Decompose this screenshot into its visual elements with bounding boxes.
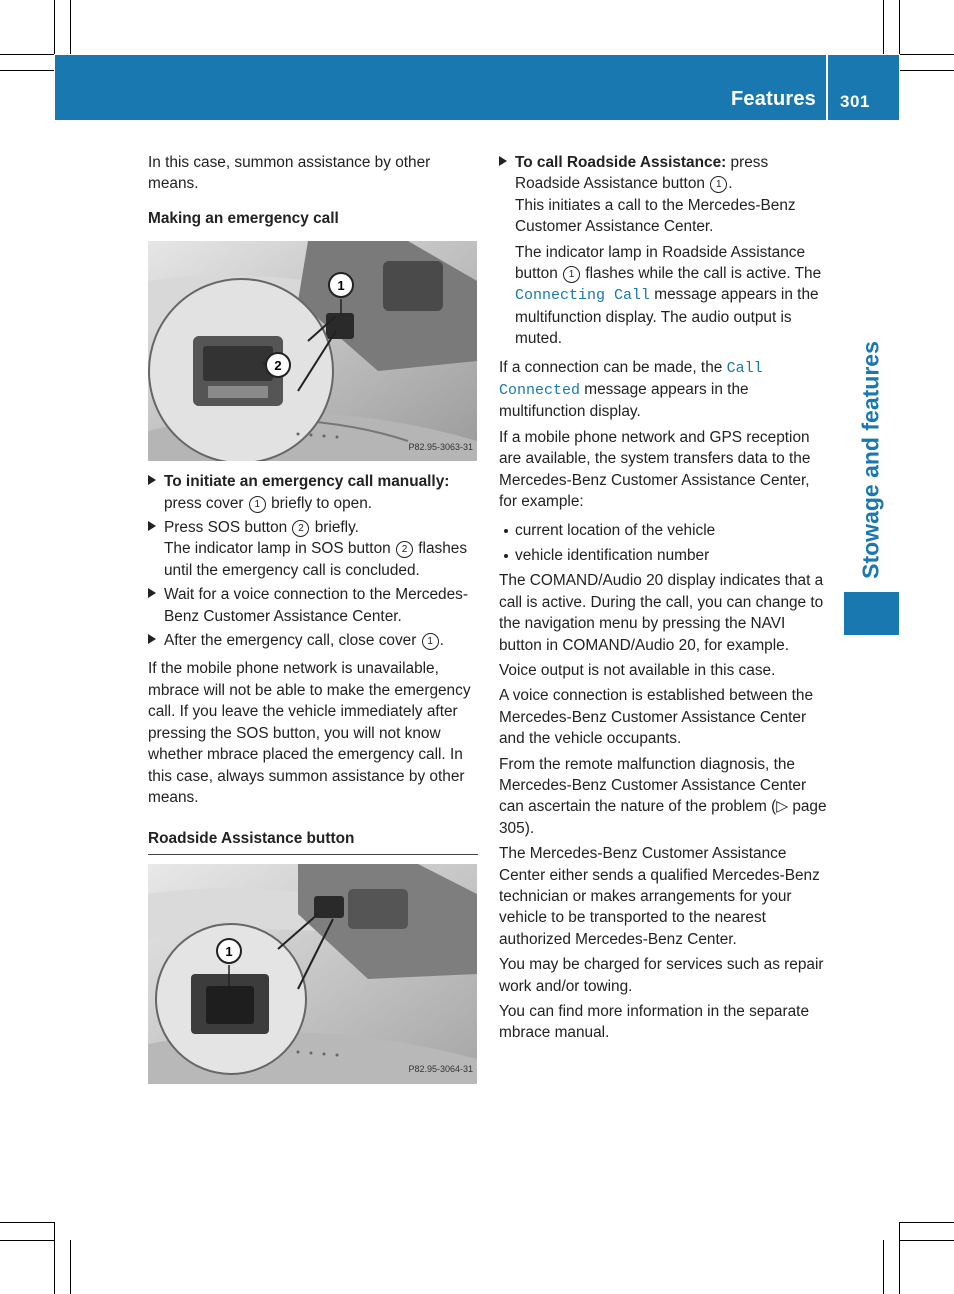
step2-text-b: briefly. xyxy=(310,519,359,537)
crop-mark xyxy=(899,0,900,54)
step-arrow-icon xyxy=(148,475,156,485)
step1-text-a: press cover xyxy=(164,494,248,512)
step2-sub-a: The indicator lamp in SOS button xyxy=(164,540,395,558)
figure2-callout-1: 1 xyxy=(225,943,233,959)
roadside-step-a: press Roadside Assistance button xyxy=(515,154,769,193)
figure-roadside-button xyxy=(148,864,477,1084)
callout-2-symbol: 2 xyxy=(396,541,413,558)
bullet-dot-icon xyxy=(504,554,508,558)
right-column xyxy=(499,152,831,1044)
step2-text-a: Press SOS button xyxy=(164,519,292,537)
lamp-text-a: The indicator lamp in Roadside Assistance button xyxy=(515,243,806,283)
crop-mark xyxy=(0,1222,54,1223)
step-initiate-manual xyxy=(148,471,478,514)
step1-bold: To initiate an emergency call manually: xyxy=(164,473,450,491)
indicator-lamp-paragraph xyxy=(499,242,831,350)
diag-text-b: ). xyxy=(524,819,535,837)
crop-mark xyxy=(900,54,954,55)
crop-mark xyxy=(883,1240,884,1294)
bullet-item xyxy=(499,545,831,566)
side-tab-marker xyxy=(844,592,899,635)
gps-paragraph: If a mobile phone network and GPS reception are available, the system transfers data to the Mercedes-Benz Customer Assistance Center, for example: xyxy=(499,428,811,511)
diagnosis-paragraph xyxy=(499,754,831,840)
callout-1-symbol: 1 xyxy=(563,266,580,283)
bullet-item xyxy=(499,520,831,541)
figure2-code: P82.95-3064-31 xyxy=(408,1064,473,1075)
intro-text: In this case, summon assistance by other means. xyxy=(148,154,431,193)
overhead-control-panel-illustration xyxy=(148,241,477,461)
display-message-connecting: Connecting Call xyxy=(515,287,651,305)
section-title: Features xyxy=(731,88,816,110)
heading-roadside-assistance: Roadside Assistance button xyxy=(148,828,478,854)
voice-connection-paragraph: A voice connection is established between the Mercedes-Benz Customer Assistance Center and the vehicle occupants. xyxy=(499,687,814,748)
side-tab-label: Stowage and features xyxy=(857,341,884,579)
callout-1-symbol: 1 xyxy=(422,633,439,650)
step-close-cover xyxy=(148,630,478,651)
crop-mark xyxy=(0,1240,54,1241)
step-call-roadside xyxy=(499,152,831,238)
display-message-connected: Call Connected xyxy=(499,359,763,400)
callout-1-symbol: 1 xyxy=(249,496,266,513)
more-info-paragraph: You can find more information in the separate mbrace manual. xyxy=(499,1003,809,1042)
left-column xyxy=(148,152,478,1084)
bullet-text: current location of the vehicle xyxy=(515,521,716,539)
diag-text-a: From the remote malfunction diagnosis, the Mercedes-Benz Customer Assistance Center can ascertain the nature of the problem ( xyxy=(499,755,807,816)
step2-sub-b: flashes until the emergency call is concluded. xyxy=(164,540,468,579)
page-reference-link[interactable]: ▷ page 305 xyxy=(499,798,827,837)
heading-emergency-call: Making an emergency call xyxy=(148,209,339,227)
bullet-dot-icon xyxy=(504,529,508,533)
comand-paragraph: The COMAND/Audio 20 display indicates that a call is active. During the call, you can change to the navigation menu by pressing the NAVI button in COMAND/Audio 20, for example. xyxy=(499,572,824,654)
crop-mark xyxy=(54,1222,55,1294)
step-press-sos xyxy=(148,517,478,581)
figure1-callout-2: 2 xyxy=(274,358,282,374)
roadside-button-illustration xyxy=(148,864,477,1084)
conn-text-a: If a connection can be made, the xyxy=(499,358,727,376)
step-arrow-icon xyxy=(148,521,156,531)
step4-text-b: . xyxy=(439,632,444,650)
technician-paragraph: The Mercedes-Benz Customer Assistance Center either sends a qualified Mercedes-Benz technician or makes arrangements for your vehicle to be transported to the nearest authorized Mercedes-Benz Center. xyxy=(499,845,820,948)
step-arrow-icon xyxy=(499,156,507,166)
callout-1-symbol: 1 xyxy=(710,176,727,193)
voice-not-available-paragraph: Voice output is not available in this case. xyxy=(499,661,776,679)
crop-mark xyxy=(900,1222,954,1223)
charges-paragraph: You may be charged for services such as repair work and/or towing. xyxy=(499,956,824,995)
step-arrow-icon xyxy=(148,588,156,598)
crop-mark xyxy=(899,1222,900,1294)
figure1-callout-1: 1 xyxy=(337,278,345,294)
figure1-code: P82.95-3063-31 xyxy=(408,441,473,452)
crop-mark xyxy=(900,70,954,71)
crop-mark xyxy=(54,0,55,54)
roadside-step-b: . xyxy=(728,175,733,193)
crop-mark xyxy=(70,1240,71,1294)
lamp-text-c: message appears in the multifunction display. The audio output is muted. xyxy=(515,286,819,348)
bullet-text: vehicle identification number xyxy=(515,546,710,564)
crop-mark xyxy=(883,0,884,54)
network-paragraph: If the mobile phone network is unavailable, mbrace will not be able to make the emergency call. If you leave the vehicle immediately after pressing the SOS button, you will not know whether mbrace placed the emergency call. In this case, always summon assistance by other means. xyxy=(148,660,471,806)
step-arrow-icon xyxy=(148,634,156,644)
crop-mark xyxy=(0,70,54,71)
crop-mark xyxy=(900,1240,954,1241)
page-number: 301 xyxy=(840,92,870,111)
roadside-step-sub: This initiates a call to the Mercedes-Benz Customer Assistance Center. xyxy=(515,196,796,236)
step-wait-voice xyxy=(148,584,478,627)
conn-text-b: message appears in the multifunction display. xyxy=(499,381,749,421)
crop-mark xyxy=(0,54,54,55)
step3-text: Wait for a voice connection to the Mercedes-Benz Customer Assistance Center. xyxy=(164,586,468,625)
roadside-step-bold: To call Roadside Assistance: xyxy=(515,154,727,171)
step1-text-b: briefly to open. xyxy=(266,494,373,512)
step4-text-a: After the emergency call, close cover xyxy=(164,632,421,650)
connection-paragraph xyxy=(499,357,831,423)
figure-emergency-button xyxy=(148,241,477,461)
lamp-text-b: flashes while the call is active. The xyxy=(581,265,822,283)
callout-2-symbol: 2 xyxy=(292,520,309,537)
header-divider xyxy=(826,55,828,120)
crop-mark xyxy=(70,0,71,54)
